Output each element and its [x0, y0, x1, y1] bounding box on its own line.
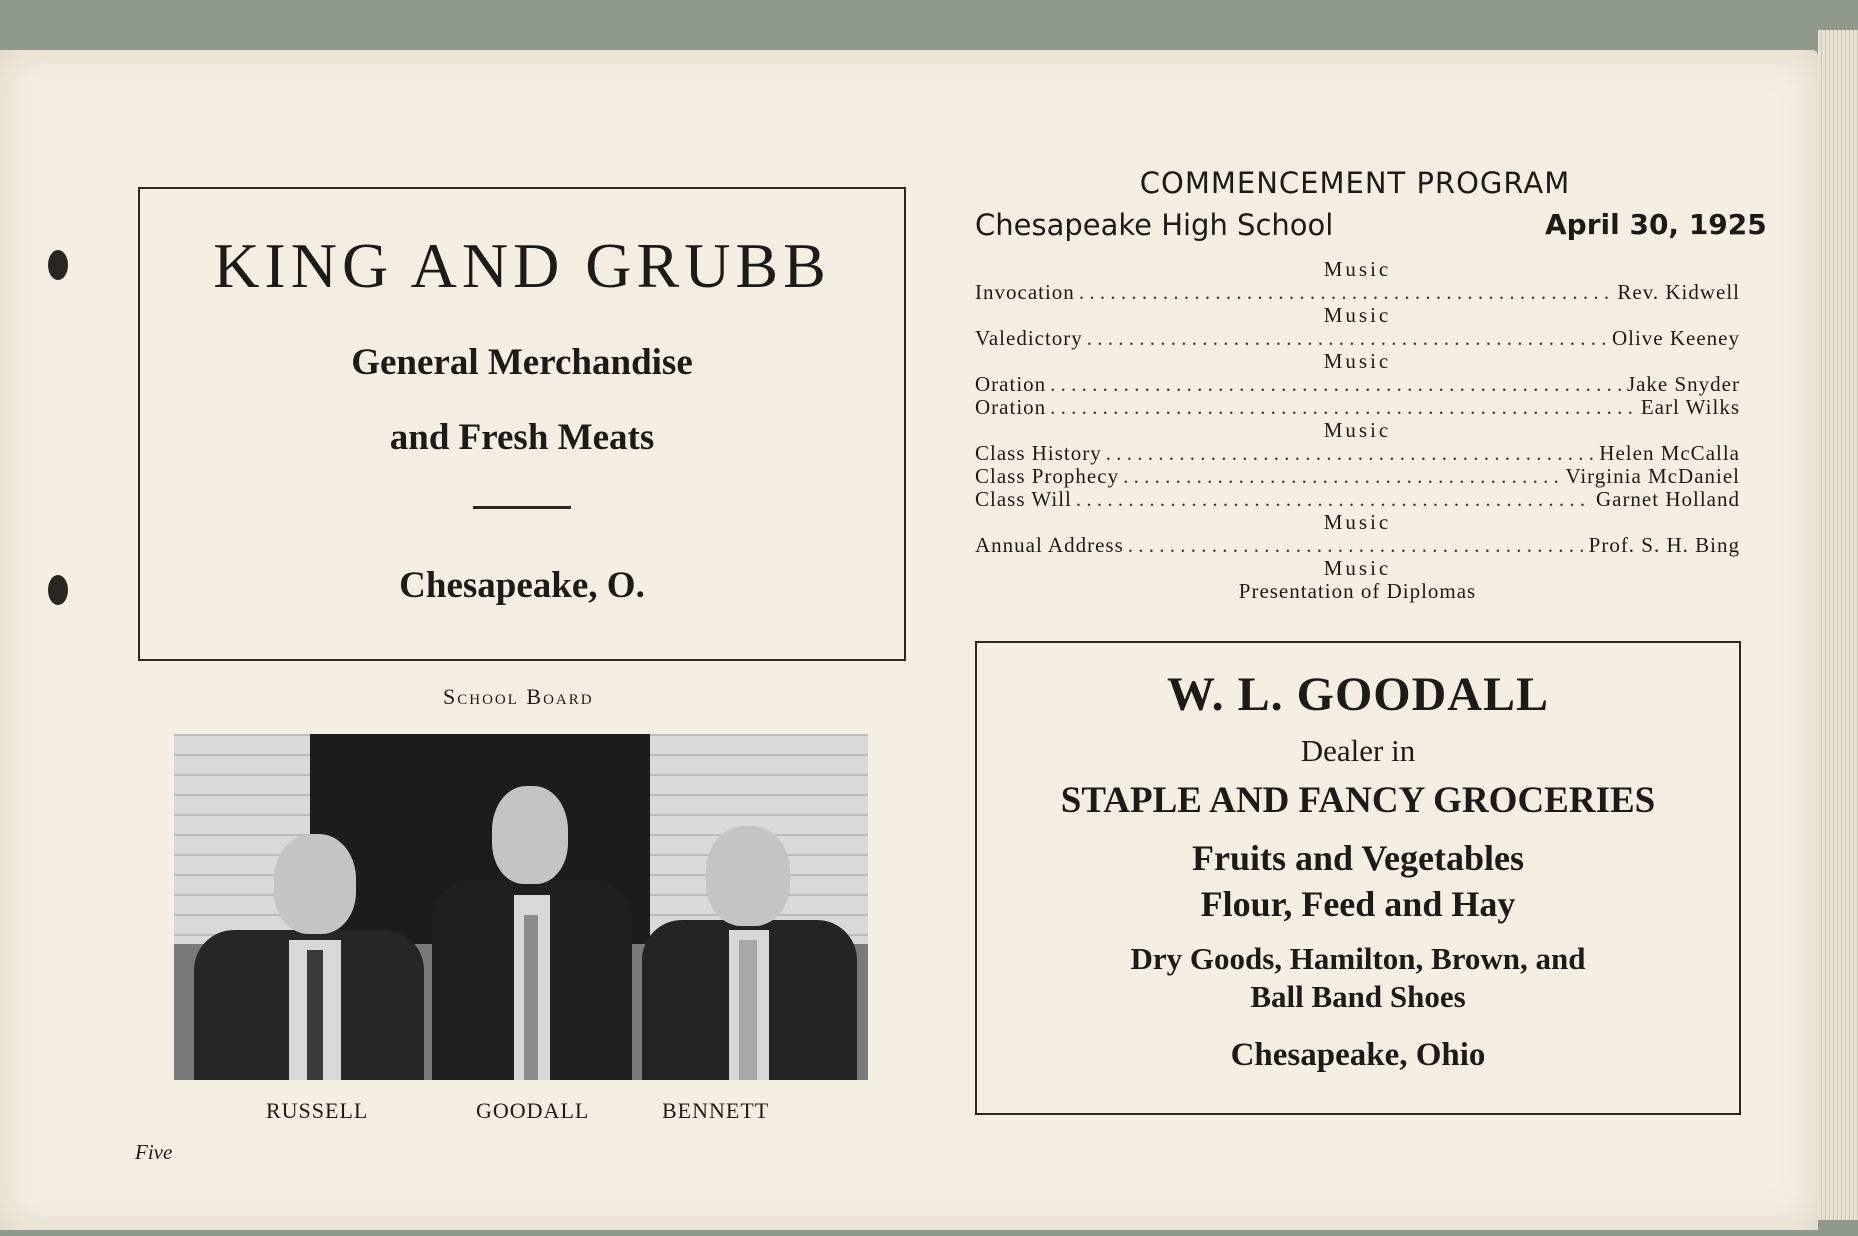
program-music: Music — [1323, 303, 1392, 327]
program-entry — [975, 327, 1740, 350]
binder-hole-top — [48, 250, 68, 280]
program-school: Chesapeake High School — [975, 208, 1334, 242]
dot-leader — [1087, 327, 1608, 350]
goodall-location: Chesapeake, Ohio — [1230, 1037, 1486, 1073]
program-entry-label: Class Will — [975, 487, 1072, 511]
goodall-line2: Flour, Feed and Hay — [1200, 884, 1516, 924]
program-entry-label: Valedictory — [975, 326, 1083, 350]
dot-leader — [1076, 488, 1592, 511]
program-list — [975, 258, 1740, 603]
page-number: Five — [135, 1140, 173, 1164]
program-entry-label: Class Prophecy — [975, 464, 1120, 488]
program-title: COMMENCEMENT PROGRAM — [1139, 166, 1571, 200]
goodall-line1: Fruits and Vegetables — [1191, 838, 1525, 878]
program-entry — [975, 396, 1740, 419]
goodall-ad — [975, 641, 1741, 1115]
dot-leader — [1106, 442, 1596, 465]
king-grubb-divider — [473, 506, 571, 509]
program-entry-name: Earl Wilks — [1640, 395, 1740, 419]
goodall-line4: Ball Band Shoes — [1250, 979, 1466, 1014]
page-stack-edge — [1818, 30, 1858, 1220]
board-name-1: RUSSELL — [266, 1098, 369, 1123]
binder-hole-bottom — [48, 575, 68, 605]
king-grubb-line2: and Fresh Meats — [389, 417, 655, 458]
dot-leader — [1123, 465, 1561, 488]
program-entry — [975, 534, 1740, 557]
program-date: April 30, 1925 — [1545, 208, 1767, 241]
king-grubb-name: KING AND GRUBB — [213, 230, 831, 301]
program-music: Music — [1323, 257, 1392, 281]
program-entry — [975, 488, 1740, 511]
goodall-headline: STAPLE AND FANCY GROCERIES — [1060, 780, 1656, 821]
program-entry-label: Invocation — [975, 280, 1075, 304]
program-entry — [975, 281, 1740, 304]
program-entry — [975, 465, 1740, 488]
program-entry-name: Virginia McDaniel — [1565, 464, 1740, 488]
school-board-photo — [174, 734, 868, 1080]
program-entry-name: Helen McCalla — [1599, 441, 1740, 465]
program-entry-label: Oration — [975, 395, 1047, 419]
program-entry-label: Class History — [975, 441, 1102, 465]
program-entry-label: Oration — [975, 372, 1047, 396]
dot-leader — [1128, 534, 1585, 557]
program-entry-name: Jake Snyder — [1626, 372, 1740, 396]
goodall-dealer: Dealer in — [1300, 733, 1416, 768]
program-entry — [975, 373, 1740, 396]
king-grubb-location: Chesapeake, O. — [399, 565, 645, 606]
school-board-caption: School Board — [443, 684, 594, 709]
program-entry-name: Garnet Holland — [1595, 487, 1740, 511]
program-entry-name: Rev. Kidwell — [1617, 280, 1740, 304]
program-presentation: Presentation of Diplomas — [1238, 579, 1477, 603]
program-entry — [975, 442, 1740, 465]
program-entry-name: Olive Keeney — [1611, 326, 1740, 350]
goodall-name: W. L. GOODALL — [1167, 668, 1549, 721]
program-entry-name: Prof. S. H. Bing — [1588, 533, 1740, 557]
dot-leader — [1079, 281, 1614, 304]
board-name-2: GOODALL — [476, 1098, 590, 1123]
program-music: Music — [1323, 510, 1392, 534]
program-entry-label: Annual Address — [975, 533, 1124, 557]
program-music: Music — [1323, 556, 1392, 580]
program-music: Music — [1323, 418, 1392, 442]
king-grubb-line1: General Merchandise — [351, 342, 693, 383]
goodall-line3: Dry Goods, Hamilton, Brown, and — [1130, 941, 1586, 976]
dot-leader — [1050, 396, 1637, 419]
program-music: Music — [1323, 349, 1392, 373]
king-grubb-ad — [138, 187, 906, 661]
dot-leader — [1050, 373, 1623, 396]
board-name-3: BENNETT — [662, 1098, 770, 1123]
